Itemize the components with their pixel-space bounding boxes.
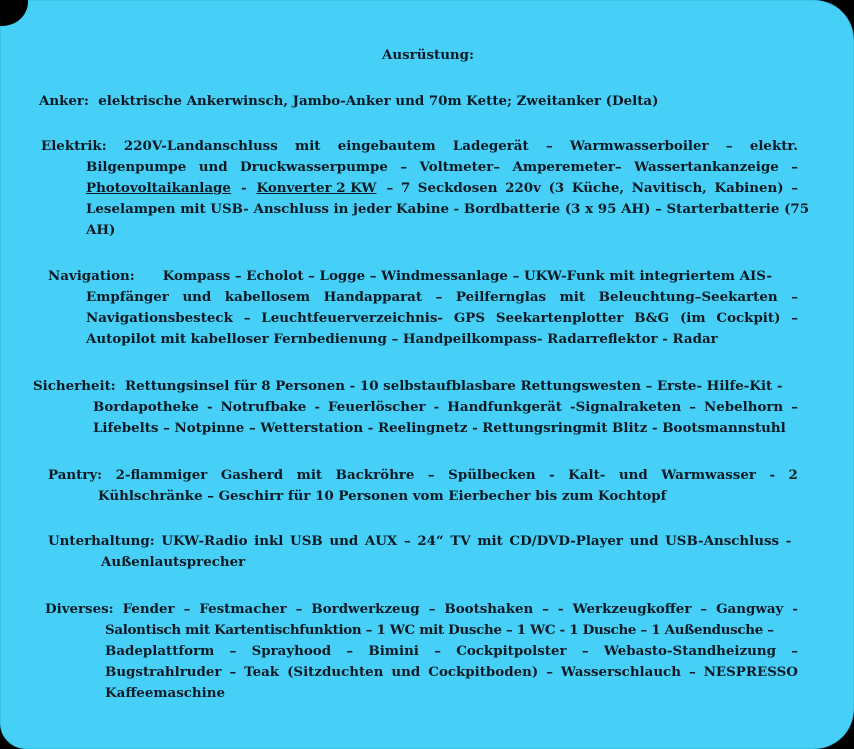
word: (Sitzduchten <box>287 664 384 680</box>
word: – <box>700 601 708 617</box>
word: Beleuchtung–Seekarten <box>598 289 778 305</box>
section-anker <box>39 91 799 112</box>
section-diverses-line-4 <box>105 662 798 683</box>
word: – <box>229 664 237 680</box>
word: B&G <box>634 310 670 326</box>
section-unterhaltung-line-1 <box>48 531 798 552</box>
word: Badeplattform <box>105 643 215 659</box>
word: Notrufbake <box>220 399 307 415</box>
word: Cockpit) <box>716 310 781 326</box>
section-sicherheit-line-3: Lifebelts – Notpinne – Wetterstation - Reelingnetz - Rettungsringmit Blitz - Bootsmannstuhl <box>93 420 786 436</box>
word: Amperemeter– <box>512 159 622 175</box>
word: Ladegerät <box>452 138 529 154</box>
word: Wasserschlauch <box>560 664 681 680</box>
word: - <box>549 467 555 483</box>
word: – <box>400 159 408 175</box>
word: – <box>791 399 798 415</box>
word: – <box>434 643 441 659</box>
word: Werkzeugkoffer <box>572 601 692 617</box>
line-rest: – 7 Seckdosen 220v (3 Küche, Navitisch, Kabinen) – <box>386 180 798 196</box>
word: Warmwasserboiler <box>569 138 709 154</box>
word: Gangway <box>716 601 784 617</box>
section-elektrik-line-2 <box>86 157 798 178</box>
section-elektrik-line-1 <box>41 136 798 157</box>
word: - <box>792 601 798 617</box>
section-diverses-line-5: Kaffeemaschine <box>105 685 225 701</box>
word: – <box>243 310 251 326</box>
word: – <box>791 310 798 326</box>
word: Bimini <box>368 643 419 659</box>
word: – <box>791 159 798 175</box>
section-label: Anker: <box>39 93 89 109</box>
section-navigation-line-2 <box>86 287 798 308</box>
section-diverses-line-1 <box>45 599 798 620</box>
word: NESPRESSO <box>703 664 798 680</box>
word: Nebelhorn <box>703 399 784 415</box>
word: elektr. <box>749 138 798 154</box>
page-title: Ausrüstung: <box>382 47 474 63</box>
word: Wassertankanzeige <box>634 159 779 175</box>
section-label: Sicherheit: <box>33 378 116 394</box>
word: Webasto-Standheizung <box>603 643 776 659</box>
word: – <box>346 643 354 659</box>
section-text: Kompass – Echolot – Logge – Windmessanlage – UKW-Funk mit integriertem AIS- <box>162 268 772 284</box>
konverter-link[interactable]: Konverter 2 KW <box>256 180 377 196</box>
word: -Signalraketen <box>570 399 682 415</box>
word: – <box>427 467 435 483</box>
word: Spülbecken <box>448 467 536 483</box>
word: Bordapotheke <box>93 399 199 415</box>
word: – <box>428 601 436 617</box>
section-diverses <box>45 599 798 704</box>
section-label: Elektrik: <box>41 138 107 154</box>
word: 2-flammiger <box>115 467 208 483</box>
word: – <box>791 289 798 305</box>
word: – <box>725 138 733 154</box>
word: Empfänger <box>86 289 169 305</box>
section-label: Unterhaltung: <box>48 533 155 549</box>
word: Handfunkgerät <box>447 399 562 415</box>
word: Druckwasserpumpe <box>240 159 388 175</box>
word: - <box>314 399 320 415</box>
word: - <box>558 601 564 617</box>
section-unterhaltung <box>48 531 798 573</box>
section-pantry-line-2: Kühlschränke – Geschirr für 10 Personen vom Eierbecher bis zum Kochtopf <box>98 488 667 504</box>
word: – <box>229 643 237 659</box>
word: und <box>618 467 648 483</box>
photovoltaik-link[interactable]: Photovoltaikanlage <box>86 180 231 196</box>
word: – <box>546 664 553 680</box>
word: mit <box>559 289 586 305</box>
section-navigation-line-1 <box>48 266 798 287</box>
word: – <box>581 643 589 659</box>
word: 2 <box>788 467 798 483</box>
word: Seekartenplotter <box>495 310 624 326</box>
word: – <box>183 601 191 617</box>
word: – <box>545 138 553 154</box>
word: GPS <box>453 310 486 326</box>
section-pantry-line-1 <box>48 465 798 486</box>
word: Warmwasser <box>661 467 756 483</box>
word: Peilfernglas <box>455 289 547 305</box>
word: und <box>182 289 212 305</box>
word: mit <box>295 138 321 154</box>
section-elektrik-line-4: Leselampen mit USB- Anschluss in jeder Kabine - Bordbatterie (3 x 95 AH) – Starterbatterie (75 <box>86 201 810 217</box>
word: – <box>435 289 443 305</box>
section-sicherheit-line-1 <box>33 376 798 397</box>
section-anker-line <box>39 91 799 112</box>
section-label: Diverses: <box>45 601 114 617</box>
word: und <box>198 159 228 175</box>
word: (im <box>679 310 706 326</box>
word: Bilgenpumpe <box>86 159 187 175</box>
word: Teak <box>244 664 280 680</box>
section-text: elektrische Ankerwinsch, Jambo-Anker und 70m Kette; Zweitanker (Delta) <box>98 93 659 109</box>
section-diverses-line-3 <box>105 641 798 662</box>
word: Feuerlöscher <box>327 399 426 415</box>
section-sicherheit <box>33 376 798 439</box>
section-navigation-line-3 <box>86 308 798 329</box>
word: Handapparat <box>323 289 423 305</box>
section-navigation <box>48 266 798 350</box>
word: – <box>542 601 549 617</box>
section-label: Navigation: <box>48 268 135 284</box>
word: 220V-Landanschluss <box>123 138 278 154</box>
word: Cockpitboden) <box>428 664 539 680</box>
section-navigation-line-4: Autopilot mit kabelloser Fernbedienung – Handpeilkompass- Radarreflektor - Radar <box>86 331 718 347</box>
panel-corner-notch <box>0 0 28 26</box>
word: Backröhre <box>335 467 415 483</box>
word: kabellosem <box>224 289 311 305</box>
word: – <box>791 643 798 659</box>
section-elektrik <box>41 136 810 241</box>
word: Bugstrahlruder <box>105 664 222 680</box>
word: Leuchtfeuerverzeichnis- <box>261 310 443 326</box>
section-sicherheit-line-2 <box>93 397 798 418</box>
word: – <box>689 399 696 415</box>
section-elektrik-line-3 <box>86 178 798 199</box>
word: Kalt- <box>568 467 606 483</box>
word: Fender <box>122 601 175 617</box>
word: - <box>433 399 440 415</box>
word: Sprayhood <box>251 643 332 659</box>
section-text: UKW-Radio inkl USB und AUX – 24“ TV mit CD/DVD-Player und USB-Anschluss - <box>161 533 792 549</box>
word: Bootshaken <box>444 601 534 617</box>
section-diverses-line-2: Salontisch mit Kartentischfunktion – 1 WC mit Dusche – 1 WC - 1 Dusche – 1 Außendusche – <box>105 622 774 638</box>
word: und <box>391 664 421 680</box>
word: Bordwerkzeug <box>311 601 420 617</box>
section-pantry <box>48 465 798 507</box>
word: Voltmeter– <box>419 159 501 175</box>
section-unterhaltung-line-2: Außenlautsprecher <box>101 554 246 570</box>
section-label: Pantry: <box>48 467 103 483</box>
word: Cockpitpolster <box>456 643 567 659</box>
word: Gasherd <box>220 467 284 483</box>
word: Navigationsbesteck <box>86 310 233 326</box>
word: – <box>295 601 303 617</box>
section-elektrik-line-5: AH) <box>86 222 116 238</box>
word: eingebautem <box>337 138 436 154</box>
word: - <box>206 399 213 415</box>
word: mit <box>296 467 323 483</box>
section-text: Rettungsinsel für 8 Personen - 10 selbstaufblasbare Rettungswesten – Erste- Hilfe-Kit - <box>125 378 783 394</box>
word: Festmacher <box>199 601 287 617</box>
word: - <box>769 467 776 483</box>
separator: - <box>240 180 247 196</box>
word: – <box>688 664 696 680</box>
